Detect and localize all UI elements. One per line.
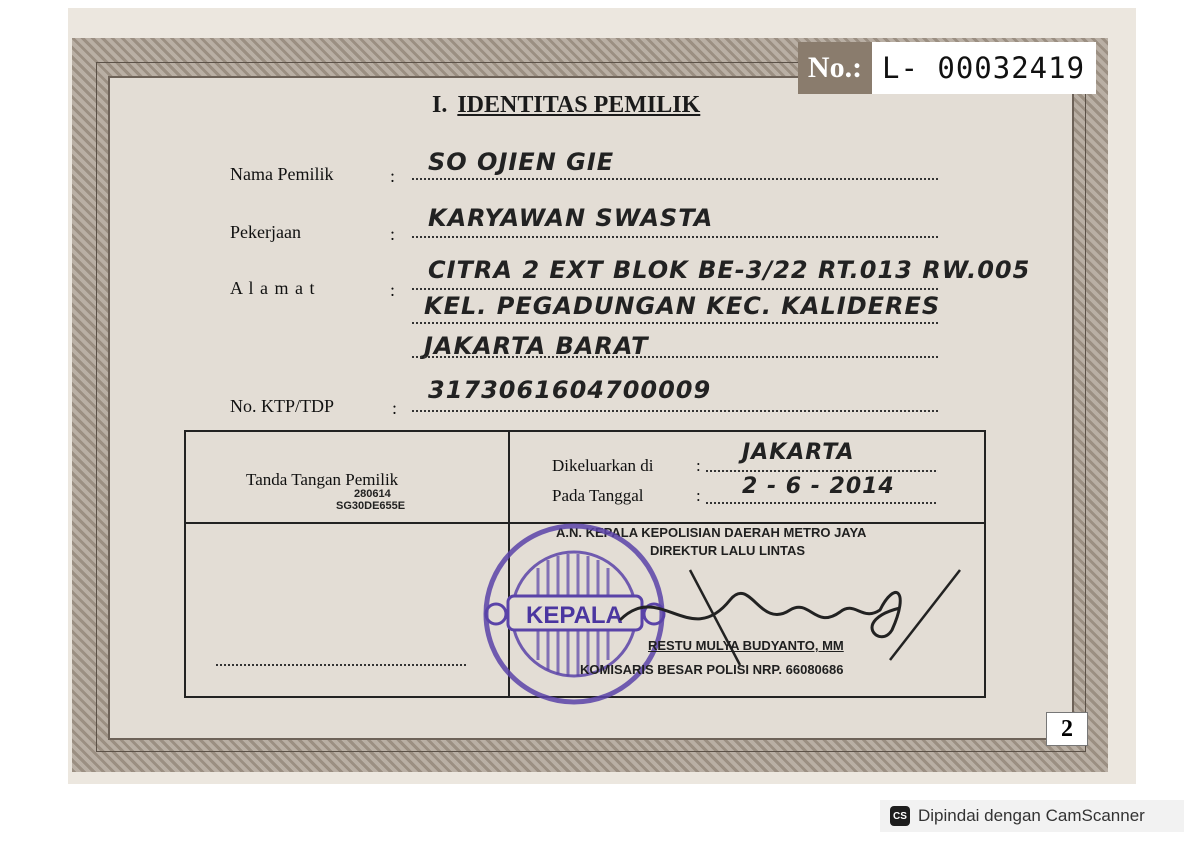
owner-name-label: Nama Pemilik	[230, 164, 334, 184]
colon: :	[390, 224, 396, 244]
occupation-value: KARYAWAN SWASTA	[428, 204, 714, 232]
id-number-label: No. KTP/TDP	[230, 396, 335, 416]
section-heading: IDENTITAS PEMILIK	[457, 92, 701, 118]
dotted-line	[412, 178, 938, 180]
owner-name-value: SO OJIEN GIE	[428, 148, 615, 176]
colon: :	[392, 398, 398, 418]
section-title	[432, 92, 700, 119]
serial-number-label: No.:	[807, 51, 863, 84]
dotted-line	[412, 410, 938, 412]
date-value: 2 - 6 - 2014	[742, 474, 895, 499]
camscanner-icon: CS	[890, 806, 910, 826]
code-line-2: SG30DE655E	[336, 500, 406, 512]
address-line-1: CITRA 2 EXT BLOK BE-3/22 RT.013 RW.005	[428, 256, 1031, 284]
authority-line-1: A.N. KEPALA KEPOLISIAN DAERAH METRO JAYA	[556, 525, 867, 540]
serial-number-value: L- 00032419	[872, 42, 1096, 94]
colon: :	[390, 166, 396, 186]
camscanner-watermark	[880, 800, 1184, 832]
issued-at-value: JAKARTA	[742, 440, 855, 465]
owner-signature-label: Tanda Tangan Pemilik	[246, 470, 399, 489]
address-line-2: KEL. PEGADUNGAN KEC. KALIDERES	[424, 292, 941, 320]
address-label: A l a m a t	[230, 278, 316, 298]
occupation-label: Pekerjaan	[230, 222, 301, 242]
officer-name: RESTU MULYA BUDYANTO, MM	[648, 638, 844, 653]
date-label: Pada Tanggal	[552, 486, 644, 505]
dotted-line	[412, 356, 938, 358]
dotted-line	[706, 470, 936, 472]
officer-rank: KOMISARIS BESAR POLISI NRP. 66080686	[580, 662, 844, 677]
dotted-line	[412, 236, 938, 238]
id-number-value: 3173061604700009	[428, 376, 712, 404]
dotted-line	[706, 502, 936, 504]
section-number: I.	[432, 92, 448, 118]
address-line-3: JAKARTA BARAT	[424, 332, 649, 360]
page-number: 2	[1046, 712, 1088, 746]
colon: :	[696, 456, 701, 475]
authority-line-2: DIREKTUR LALU LINTAS	[650, 543, 806, 558]
dotted-line	[412, 288, 938, 290]
stamp-text: KEPALA	[526, 602, 623, 629]
officer-signature-icon	[600, 560, 970, 670]
code-line-1: 280614	[354, 488, 391, 500]
colon: :	[696, 486, 701, 505]
serial-number-badge	[798, 42, 1096, 94]
issued-at-label: Dikeluarkan di	[552, 456, 654, 475]
camscanner-text: Dipindai dengan CamScanner	[918, 806, 1145, 825]
colon: :	[390, 280, 396, 300]
dotted-line	[412, 322, 938, 324]
owner-signature-line	[216, 664, 466, 666]
